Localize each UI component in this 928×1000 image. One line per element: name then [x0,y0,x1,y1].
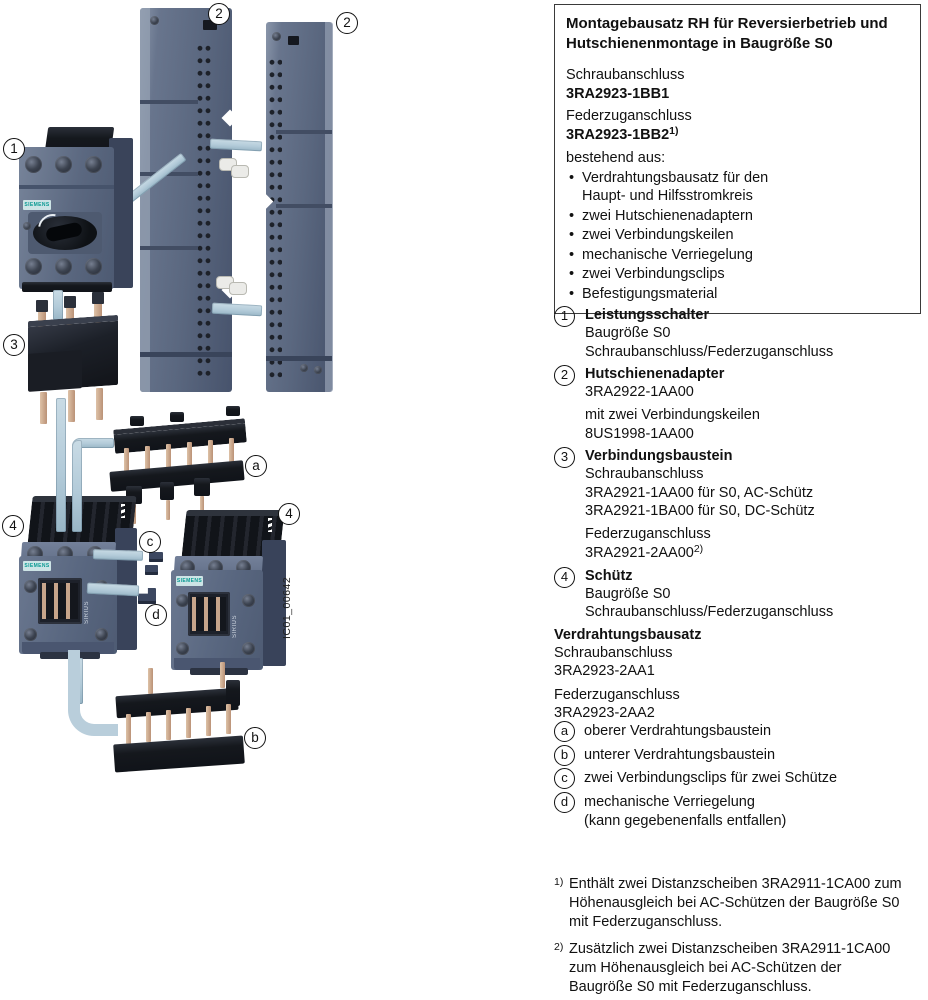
lower-comb-2-pin3 [166,710,171,740]
legend-number-circle [554,365,575,386]
letter-circle [554,768,575,789]
adapter-left-step1 [140,100,198,104]
legend-number-circle [554,567,575,588]
footnote-1 [554,875,924,932]
legend-item-title: Schütz [585,567,633,584]
legend-line: 3RA2921-1AA00 für S0, AC-Schütz [585,484,814,501]
lower-comb-1 [115,688,238,718]
legend-paragraph [585,525,924,563]
legend-line: Baugröße S0 [585,325,671,342]
callout-label: 4 [285,506,293,522]
letter-legend [554,721,924,833]
callout-label: 2 [343,15,351,31]
contactor-left-screw-a [24,580,37,593]
screw-connection-label: Schraubanschluss [566,67,685,83]
callout-label: 1 [10,141,18,157]
callout-lower-wiring [244,727,266,749]
upper-comb-1-nub3 [226,406,240,416]
callout-upper-wiring [245,455,267,477]
wiring-kit-line: Schraubanschluss [554,645,673,662]
info-box-title [566,14,909,54]
wiring-kit-paragraph [554,686,924,723]
callout-clips [139,531,161,553]
letter-text-line1: mechanische Verriegelung [584,793,755,810]
breaker-screw-top-3 [85,156,102,173]
contactor-right-siemens-label [176,576,203,586]
legend-number-circle [554,306,575,327]
legend-line: 8US1998-1AA00 [585,425,694,442]
legend-item-body [585,447,924,563]
letter-item-b [554,745,924,766]
callout-adapter-right [336,12,358,34]
legend-line: Federzuganschluss [585,526,711,543]
lower-comb-1-pin2 [220,662,225,688]
lower-comb-2-pin4 [186,708,191,738]
callout-connector [3,334,25,356]
connecting-clip-1 [149,552,163,562]
footnote-marker: 1) [554,876,564,888]
sirius-series-text: SIRIUS [84,600,90,624]
footnote-line: Baugröße S0 mit Federzuganschluss. [569,979,812,995]
letter-circle [554,745,575,766]
consists-of-label: bestehend aus: [566,150,666,166]
screw-connection-block [566,66,909,103]
contactor-right-screw-b [242,594,255,607]
legend-number-circle [554,447,575,468]
breaker-screw-bot-2 [55,258,72,275]
upper-comb-2-pin2 [166,500,170,520]
breaker-test-dot [23,222,31,230]
adapter-left-step3 [140,246,198,250]
breaker-bottom-lip [22,282,112,292]
upper-comb-1-nub2 [170,412,184,422]
legend [554,306,924,722]
adapter-right-foot [266,356,332,361]
legend-item-contactor [554,567,924,622]
legend-line: 3RA2922-1AA00 [585,384,694,401]
breaker-screw-top-2 [55,156,72,173]
adapter-right-foot-screw2 [314,366,322,374]
module-fork-3 [92,292,104,304]
wiring-kit-line: 3RA2923-2AA1 [554,663,655,680]
footnote-marker: 2) [554,941,564,953]
adapter-left-foot [140,352,232,357]
bent-wire [68,650,118,736]
module-pin-down-2 [68,390,75,422]
legend-number: 2 [560,367,569,383]
callout-contactor-right [278,503,300,525]
callout-breaker [3,138,25,160]
siemens-brand-text: SIEMENS [24,202,50,208]
wedge-clip-mid-2 [229,282,247,295]
wiring-kit-line: Federzuganschluss [554,686,680,703]
module-pin-down-1 [40,392,47,424]
contactor-right-screw-c [176,642,189,655]
letter-item-d [554,792,924,831]
callout-label: d [152,607,160,623]
bullet-item: • zwei Verbindungsclips [566,265,820,284]
lower-comb-2-pin1 [126,714,131,744]
callout-label: 2 [215,6,223,22]
legend-item-body [585,567,924,622]
footnote-line: Höhenausgleich bei AC-Schützen der Baugröße S0 [569,895,900,911]
lower-comb-1-end [226,680,240,706]
info-box [554,4,921,314]
spring-connection-number [566,126,909,146]
contactor-right-screw-d [242,642,255,655]
footnote-line: Enthält zwei Distanzscheiben 3RA2911-1CA00 zum [569,876,902,892]
legend-line: Schraubanschluss/Federzuganschluss [585,604,834,621]
adapter-right-slot [288,36,299,45]
callout-adapter-left [208,3,230,25]
lower-comb-2 [113,735,245,772]
footnote-text [569,940,890,997]
contactor-left-contacts [42,583,78,619]
adapter-right-hole [272,32,281,41]
bullet-item: • mechanische Verriegelung [566,246,820,265]
sirius-series-text: SIRIUS [232,614,238,638]
siemens-label [23,200,51,210]
contactor-left-screw-d [95,628,108,641]
legend-paragraph [585,406,924,443]
footnote-2 [554,940,924,997]
letter-circle [554,792,575,813]
footnote-text [569,875,902,932]
module-fork-1 [36,300,48,312]
letter-label: d [560,793,569,809]
bullet-line: Haupt- und Hilfsstromkreis [582,188,753,204]
horizontal-wire-1 [93,549,143,561]
adapter-right-step1 [276,130,332,134]
contactor-left-screw-c [24,628,37,641]
figure-id: IC01_00642 [281,576,293,639]
lower-comb-2-pin6 [226,704,231,734]
spring-number-footnote-ref: 1) [669,124,679,137]
breaker-lower-bar [53,290,63,320]
lower-comb-2-pin2 [146,712,151,742]
legend-line: 3RA2921-1BA00 für S0, DC-Schütz [585,502,815,519]
contactor-right-contacts [192,597,226,631]
letter-text-line2: (kann gegebenenfalls entfallen) [584,812,787,829]
siemens-brand-text: SIEMENS [176,578,203,584]
bullet-item: • zwei Hutschienenadaptern [566,207,820,226]
wiring-kit-title: Verdrahtungsbausatz [554,626,702,643]
spring-connection-label: Federzuganschluss [566,108,692,124]
spring-number-text: 3RA2923-1BB2 [566,126,670,143]
callout-interlock [145,604,167,626]
breaker-screw-bot-1 [25,258,42,275]
letter-item-a [554,721,924,742]
bullet-item: • Befestigungsmaterial [566,285,820,304]
letter-text: unterer Verdrahtungsbaustein [584,746,776,763]
lower-comb-2-pin5 [206,706,211,736]
module-fork-2 [64,296,76,308]
bullet-line: • Verdrahtungsbausatz für den [582,169,769,186]
legend-number: 1 [560,308,569,324]
din-rail-adapter-left [140,8,232,392]
module-pin-down-3 [96,388,103,420]
legend-number: 4 [560,569,569,585]
letter-text [584,792,786,831]
wiring-kit-block [554,626,924,722]
legend-item-body [585,306,924,361]
footnote-ref: 2) [693,542,704,555]
wiring-kit-line: 3RA2923-2AA2 [554,704,655,721]
legend-item-body [585,365,924,443]
adapter-left-highlight [140,8,150,392]
adapter-right-foot-screw1 [300,364,308,372]
letter-label: b [560,746,569,762]
letter-label: a [560,723,569,739]
breaker-screw-bot-3 [85,258,102,275]
contents-bullet-list [566,169,909,304]
legend-line: Baugröße S0 [585,586,671,603]
callout-contactor-left [2,515,24,537]
footnote-line: zum Höhenausgleich bei AC-Schützen der [569,960,842,976]
contactor-right-wave-mark [268,518,272,532]
adapter-left-hole [150,16,159,25]
legend-item-connector [554,447,924,563]
letter-text: oberer Verdrahtungsbaustein [584,723,772,739]
wedge-clip-top-2 [231,165,249,178]
connecting-clip-2 [145,565,158,575]
callout-label: b [251,730,259,746]
breaker-mid-ridge [19,185,114,189]
footnotes [554,875,924,1000]
contactor-left-siemens-label [23,561,51,571]
spring-connection-block [566,107,909,145]
l-wire-vertical [72,440,82,532]
breaker-screw-top-1 [25,156,42,173]
contactor-right-foot [190,668,248,675]
letter-item-c [554,768,924,789]
footnote-line: mit Federzuganschluss. [569,914,723,930]
legend-line: Schraubanschluss [585,466,704,483]
upper-comb-2-foot3 [194,478,210,496]
callout-label: c [146,534,154,550]
legend-line: Schraubanschluss/Federzuganschluss [585,343,834,360]
upper-comb-1-nub1 [130,416,144,426]
legend-item-title: Verbindungsbaustein [585,448,733,465]
order-number: 3RA2921-2AA00 [585,544,694,561]
callout-label: a [252,458,260,474]
upper-comb-2-foot2 [160,482,174,500]
legend-item-breaker [554,306,924,361]
info-box-title-line2: Hutschienenmontage in Baugröße S0 [566,35,833,52]
screw-connection-number: 3RA2923-1BB1 [566,85,670,102]
adapter-left-holes [196,42,212,378]
legend-item-title: Hutschienenadapter [585,365,725,382]
letter-label: c [561,770,568,786]
bullet-item [566,169,820,206]
legend-item-title: Leistungsschalter [585,307,710,323]
info-box-title-line1: Montagebausatz RH für Reversierbetrieb und [566,15,888,32]
lower-comb-1-pin1 [148,668,153,694]
letter-text: zwei Verbindungsclips für zwei Schütze [584,770,838,786]
adapter-right-holes [268,56,282,378]
legend-line [585,544,924,563]
legend-line: mit zwei Verbindungskeilen [585,407,760,424]
bullet-item: • zwei Verbindungskeilen [566,226,820,245]
footnote-line: Zusätzlich zwei Distanzscheiben 3RA2911-1CA00 [569,941,891,957]
legend-item-adapter [554,365,924,443]
mechanical-interlock-part [138,588,156,604]
adapter-right-step2 [276,204,332,208]
siemens-brand-text: SIEMENS [24,563,50,569]
module-front-step [28,350,82,392]
callout-label: 3 [10,337,18,353]
letter-circle [554,721,575,742]
callout-label: 4 [9,518,17,534]
legend-number: 3 [560,449,569,465]
vertical-wire-1 [56,398,66,532]
contactor-left-wave-mark [121,504,125,518]
